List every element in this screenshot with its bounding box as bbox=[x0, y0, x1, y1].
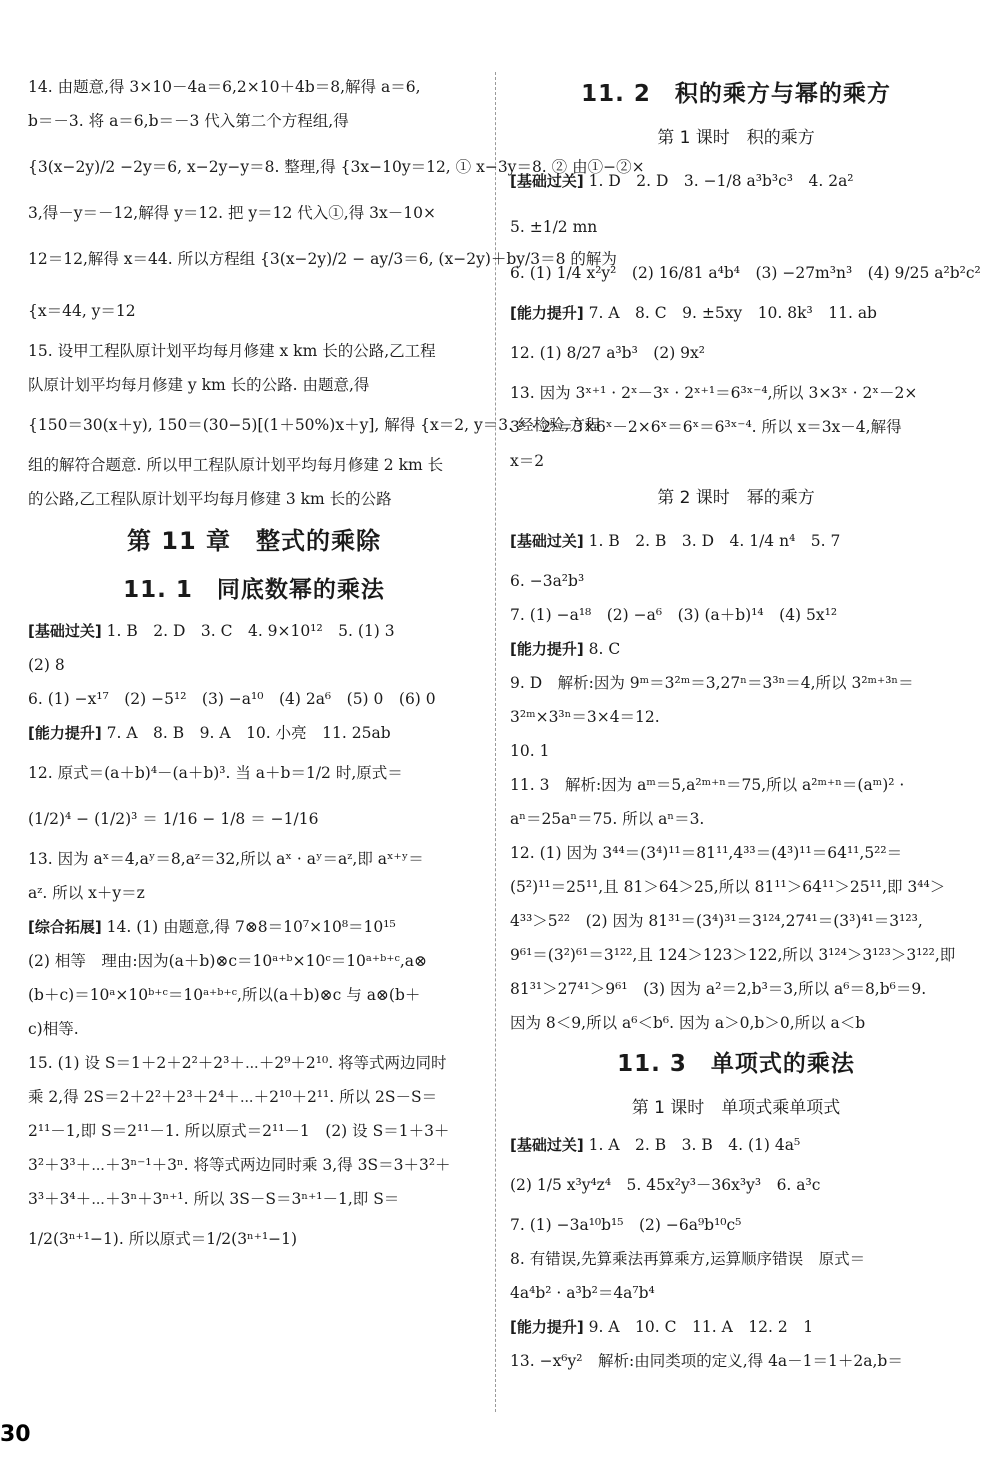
text-line: 8. 有错误,先算乘法再算乘方,运算顺序错误 原式＝ bbox=[510, 1250, 866, 1268]
text-line: 的公路,乙工程队原计划平均每月修建 3 km 长的公路 bbox=[28, 490, 392, 508]
text-line: 乘 2,得 2S＝2＋2²＋2³＋2⁴＋⋯＋2¹⁰＋2¹¹. 所以 2S－S＝ bbox=[28, 1088, 438, 1106]
text-line: 12. (1) 8/27 a³b³ (2) 9x² bbox=[510, 344, 705, 362]
section-tag: [能力提升] bbox=[510, 1318, 584, 1336]
text-line: 1/2(3ⁿ⁺¹−1). 所以原式＝1/2(3ⁿ⁺¹−1) bbox=[28, 1230, 298, 1248]
text-line: 12＝12,解得 x＝44. 所以方程组 {3(x−2y)/2 − ay/3＝6, (x−2y)＋by/3＝8 的解为 bbox=[28, 250, 617, 268]
text-line: {150＝30(x＋y), 150＝(30−5)[(1＋50%)x＋y], 解得 {x＝2, y＝3. 经检验,方程 bbox=[28, 416, 601, 434]
text-line: 13. 因为 3ˣ⁺¹ · 2ˣ－3ˣ · 2ˣ⁺¹＝6³ˣ⁻⁴,所以 3×3ˣ · 2ˣ－2× bbox=[510, 384, 918, 402]
lesson-heading: 第 2 课时 幂的乘方 bbox=[657, 488, 815, 508]
text-line: 7. (1) −3a¹⁰b¹⁵ (2) −6a⁹b¹⁰c⁵ bbox=[510, 1216, 742, 1234]
text-line: 6. (1) −x¹⁷ (2) −5¹² (3) −a¹⁰ (4) 2a⁶ (5) 0 (6) 0 bbox=[28, 690, 436, 708]
text-line: 9. D 解析:因为 9ᵐ＝3²ᵐ＝3,27ⁿ＝3³ⁿ＝4,所以 3²ᵐ⁺³ⁿ＝ bbox=[510, 674, 914, 692]
section-tag: [基础过关] bbox=[510, 532, 584, 550]
text-line: 15. (1) 设 S＝1＋2＋2²＋2³＋⋯＋2⁹＋2¹⁰. 将等式两边同时 bbox=[28, 1054, 447, 1072]
text-line: (2) 相等 理由:因为(a＋b)⊗c＝10ᵃ⁺ᵇ×10ᶜ＝10ᵃ⁺ᵇ⁺ᶜ,a⊗ bbox=[28, 952, 427, 970]
text-line: 3²ᵐ×3³ⁿ＝3×4＝12. bbox=[510, 708, 660, 726]
section-tag: [能力提升] bbox=[28, 724, 102, 742]
section-heading: 11. 3 单项式的乘法 bbox=[617, 1051, 855, 1077]
text-line: [基础过关] 1. B 2. D 3. C 4. 9×10¹² 5. (1) 3 bbox=[28, 622, 395, 640]
text-line: {x＝44, y＝12 bbox=[28, 302, 136, 320]
section-heading: 11. 1 同底数幂的乘法 bbox=[123, 577, 385, 603]
text-line: 2¹¹－1,即 S＝2¹¹－1. 所以原式＝2¹¹－1 (2) 设 S＝1＋3＋ bbox=[28, 1122, 450, 1140]
text-line: 12. 原式＝(a＋b)⁴－(a＋b)³. 当 a＋b＝1/2 时,原式＝ bbox=[28, 764, 403, 782]
section-tag: [能力提升] bbox=[510, 304, 584, 322]
text-line: 13. −x⁶y² 解析:由同类项的定义,得 4a－1＝1＋2a,b＝ bbox=[510, 1352, 903, 1370]
text-line: 5. ±1/2 mn bbox=[510, 218, 598, 236]
lesson-heading: 第 1 课时 积的乘方 bbox=[657, 128, 815, 148]
text-line: aⁿ＝25aⁿ＝75. 所以 aⁿ＝3. bbox=[510, 810, 705, 828]
text-line: 6. (1) 1/4 x²y² (2) 16/81 a⁴b⁴ (3) −27m³n³ (4) 9/25 a²b²c² bbox=[510, 264, 981, 282]
text-line: (b＋c)＝10ᵃ×10ᵇ⁺ᶜ＝10ᵃ⁺ᵇ⁺ᶜ,所以(a＋b)⊗c 与 a⊗(b＋ bbox=[28, 986, 421, 1004]
text-line: 因为 8＜9,所以 a⁶＜b⁶. 因为 a＞0,b＞0,所以 a＜b bbox=[510, 1014, 866, 1032]
text-line: 9⁶¹＝(3²)⁶¹＝3¹²²,且 124＞123＞122,所以 3¹²⁴＞3¹²³＞3¹²²,即 bbox=[510, 946, 956, 964]
text-line: 11. 3 解析:因为 aᵐ＝5,a²ᵐ⁺ⁿ＝75,所以 a²ᵐ⁺ⁿ＝(aᵐ)² · bbox=[510, 776, 905, 794]
section-tag: [基础过关] bbox=[28, 622, 102, 640]
text-line: 15. 设甲工程队原计划平均每月修建 x km 长的公路,乙工程 bbox=[28, 342, 436, 360]
lesson-heading: 第 1 课时 单项式乘单项式 bbox=[631, 1098, 841, 1118]
text-line: 4a⁴b² · a³b²＝4a⁷b⁴ bbox=[510, 1284, 655, 1302]
text-line: b＝－3. 将 a＝6,b＝－3 代入第二个方程组,得 bbox=[28, 112, 349, 130]
text-line: [能力提升] 8. C bbox=[510, 640, 621, 658]
text-line: [能力提升] 7. A 8. B 9. A 10. 小亮 11. 25ab bbox=[28, 724, 391, 742]
text-line: (5²)¹¹＝25¹¹,且 81＞64＞25,所以 81¹¹＞64¹¹＞25¹¹,即 3⁴⁴＞ bbox=[510, 878, 946, 896]
text-line: (1/2)⁴ − (1/2)³ ＝ 1/16 − 1/8 ＝ −1/16 bbox=[28, 810, 319, 828]
text-line: 3²＋3³＋⋯＋3ⁿ⁻¹＋3ⁿ. 将等式两边同时乘 3,得 3S＝3＋3²＋ bbox=[28, 1156, 451, 1174]
text-line: 14. 由题意,得 3×10－4a＝6,2×10＋4b＝8,解得 a＝6, bbox=[28, 78, 421, 96]
column-divider bbox=[495, 72, 496, 1412]
right-column bbox=[510, 70, 981, 1378]
text-line: (2) 1/5 x³y⁴z⁴ 5. 45x²y³－36x³y³ 6. a³c bbox=[510, 1176, 821, 1194]
text-line: 3ˣ · 2ˣ＝3×6ˣ－2×6ˣ＝6ˣ＝6³ˣ⁻⁴. 所以 x＝3x－4,解得 bbox=[510, 418, 902, 436]
text-line: (2) 8 bbox=[28, 656, 65, 674]
text-line: 81³¹＞27⁴¹＞9⁶¹ (3) 因为 a²＝2,b³＝3,所以 a⁶＝8,b⁶＝9. bbox=[510, 980, 927, 998]
section-heading: 11. 2 积的乘方与幂的乘方 bbox=[581, 81, 891, 107]
text-line: 13. 因为 aˣ＝4,aʸ＝8,aᶻ＝32,所以 aˣ · aʸ＝aᶻ,即 aˣ⁺ʸ＝ bbox=[28, 850, 424, 868]
text-line: {3(x−2y)/2 −2y＝6, x−2y−y＝8. 整理,得 {3x−10y＝12, ① x−3y＝8. ② 由①−②× bbox=[28, 158, 645, 176]
text-line: 12. (1) 因为 3⁴⁴＝(3⁴)¹¹＝81¹¹,4³³＝(4³)¹¹＝64¹¹,5²²＝ bbox=[510, 844, 903, 862]
chapter-heading: 第 11 章 整式的乘除 bbox=[126, 527, 382, 555]
text-line: 10. 1 bbox=[510, 742, 550, 760]
text-line: [能力提升] 7. A 8. C 9. ±5xy 10. 8k³ 11. ab bbox=[510, 304, 877, 322]
section-tag: [基础过关] bbox=[510, 172, 584, 190]
text-line: [基础过关] 1. A 2. B 3. B 4. (1) 4a⁵ bbox=[510, 1136, 801, 1154]
section-tag: [综合拓展] bbox=[28, 918, 102, 936]
text-line: 队原计划平均每月修建 y km 长的公路. 由题意,得 bbox=[28, 376, 370, 394]
text-line: 7. (1) −a¹⁸ (2) −a⁶ (3) (a＋b)¹⁴ (4) 5x¹² bbox=[510, 606, 838, 624]
page-number: 30 bbox=[0, 1422, 31, 1447]
text-line: [能力提升] 9. A 10. C 11. A 12. 2 1 bbox=[510, 1318, 814, 1336]
section-tag: [基础过关] bbox=[510, 1136, 584, 1154]
text-line: [综合拓展] 14. (1) 由题意,得 7⊗8＝10⁷×10⁸＝10¹⁵ bbox=[28, 918, 396, 936]
text-line: 3,得－y＝－12,解得 y＝12. 把 y＝12 代入①,得 3x－10× bbox=[28, 204, 436, 222]
text-line: 4³³＞5²² (2) 因为 81³¹＝(3⁴)³¹＝3¹²⁴,27⁴¹＝(3³)⁴¹＝3¹²³, bbox=[510, 912, 923, 930]
text-line: [基础过关] 1. B 2. B 3. D 4. 1/4 n⁴ 5. 7 bbox=[510, 532, 841, 550]
text-line: aᶻ. 所以 x＋y＝z bbox=[28, 884, 145, 902]
text-line: [基础过关] 1. D 2. D 3. −1/8 a³b³c³ 4. 2a² bbox=[510, 172, 854, 190]
text-line: x＝2 bbox=[510, 452, 545, 470]
text-line: 6. −3a²b³ bbox=[510, 572, 585, 590]
section-tag: [能力提升] bbox=[510, 640, 584, 658]
text-line: 3³＋3⁴＋⋯＋3ⁿ＋3ⁿ⁺¹. 所以 3S－S＝3ⁿ⁺¹－1,即 S＝ bbox=[28, 1190, 400, 1208]
text-line: 组的解符合题意. 所以甲工程队原计划平均每月修建 2 km 长 bbox=[28, 456, 444, 474]
text-line: c)相等. bbox=[28, 1020, 79, 1038]
